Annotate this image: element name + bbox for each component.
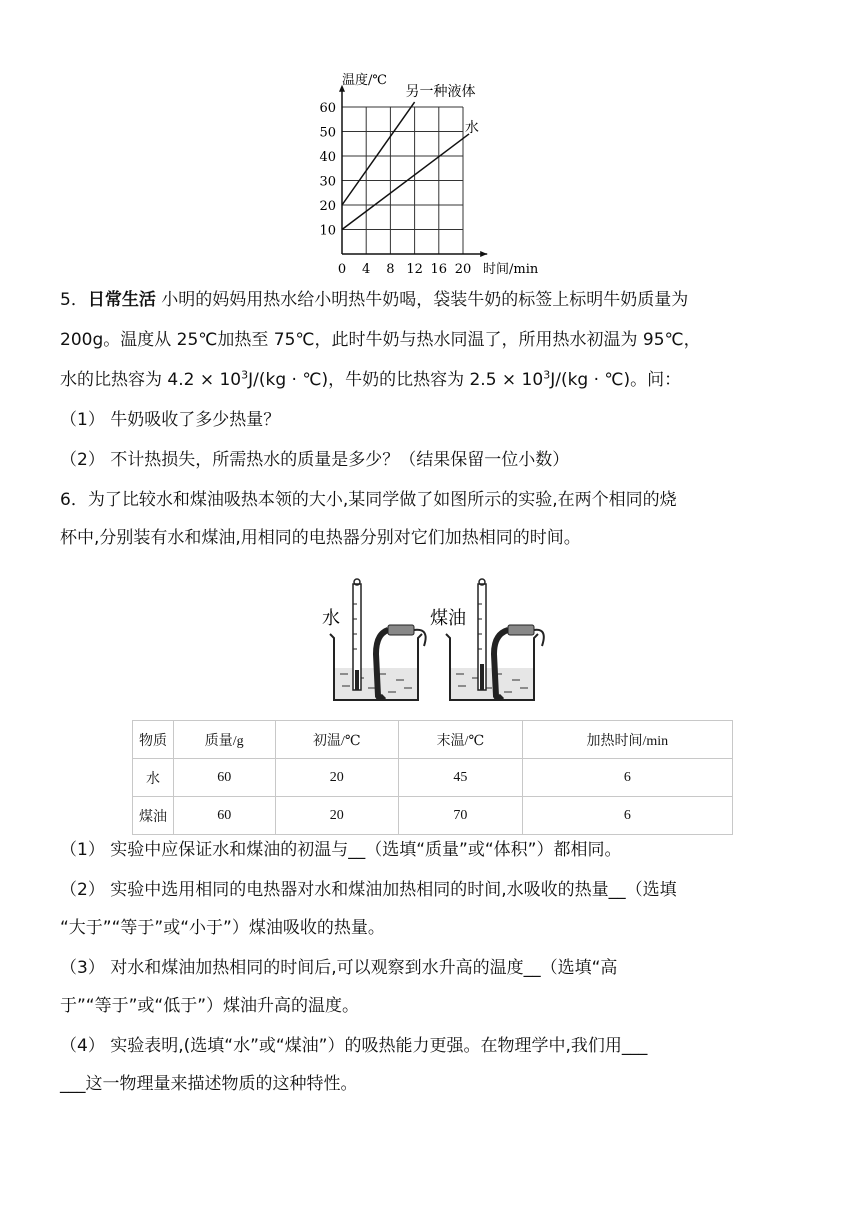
y-axis-label: 温度/℃	[342, 73, 387, 88]
table-cell: 6	[522, 797, 732, 835]
q6-sub3-line2: 于”“等于”或“低于”）煤油升高的温度。	[60, 996, 360, 1016]
table-row	[133, 797, 733, 835]
y-tick-label: 50	[319, 125, 336, 141]
table-cell: 45	[399, 759, 523, 797]
table-header: 初温/℃	[275, 721, 399, 759]
q6-line1: 6．为了比较水和煤油吸热本领的大小,某同学做了如图所示的实验,在两个相同的烧	[60, 490, 677, 510]
q5-sub2: （2） 不计热损失，所需热水的质量是多少？（结果保留一位小数）	[60, 450, 570, 470]
table-cell: 水	[133, 759, 174, 797]
y-tick-label: 20	[319, 199, 336, 214]
beaker-label-water: 水	[322, 608, 340, 629]
series-label-water: 水	[464, 119, 479, 136]
water-beaker	[322, 579, 426, 700]
chart-labels	[319, 72, 538, 277]
series-label-other-liquid: 另一种液体	[405, 84, 476, 101]
q6-line2: 杯中,分别装有水和煤油,用相同的电热器分别对它们加热相同的时间。	[60, 528, 581, 548]
q6-sub4-line2: ___这一物理量来描述物质的这种特性。	[60, 1074, 358, 1094]
q5-line2: 200g。温度从 25℃加热至 75℃，此时牛奶与热水同温了，所用热水初温为 95℃，	[60, 330, 701, 350]
table-cell: 60	[174, 759, 276, 797]
table-header: 加热时间/min	[522, 721, 732, 759]
x-tick-label: 4	[362, 262, 371, 277]
kerosene-beaker	[430, 579, 544, 700]
y-tick-label: 40	[319, 150, 336, 165]
chart-axes	[339, 85, 487, 257]
table-cell: 煤油	[133, 797, 174, 835]
experiment-table	[132, 720, 733, 835]
table-cell: 20	[275, 797, 399, 835]
y-tick-label: 30	[319, 174, 336, 190]
y-tick-label: 60	[319, 101, 336, 116]
chart-series	[342, 102, 469, 229]
table-cell: 20	[275, 759, 399, 797]
beakers-illustration	[318, 574, 548, 708]
beaker-label-kerosene: 煤油	[430, 608, 466, 629]
q6-sub3-line1: （3） 对水和煤油加热相同的时间后,可以观察到水升高的温度__（选填“高	[60, 958, 618, 978]
q5-line3: 水的比热容为 $4.2 \times 10^3J/(kg$ · ℃)，牛奶的比热容为 $2.5 \times 10^3J/(kg$ · ℃)。问：	[60, 368, 682, 390]
table-cell: 70	[399, 797, 523, 835]
q6-sub4-line1: （4） 实验表明,(选填“水”或“煤油”）的吸热能力更强。在物理学中,我们用___	[60, 1036, 648, 1056]
x-tick-label: 16	[430, 262, 448, 277]
x-axis-arrow	[480, 251, 487, 257]
x-tick-label: 12	[406, 262, 423, 277]
table-row	[133, 759, 733, 797]
q5-tag: 日常生活	[87, 290, 156, 310]
table-header: 末温/℃	[399, 721, 523, 759]
q5-line1: 5．日常生活 小明的妈妈用热水给小明热牛奶喝，袋装牛奶的标签上标明牛奶质量为	[60, 290, 689, 310]
q6-sub1: （1） 实验中应保证水和煤油的初温与__（选填“质量”或“体积”）都相同。	[60, 840, 622, 860]
table-header: 质量/g	[174, 721, 276, 759]
q6-sub2-line2: “大于”“等于”或“小于”）煤油吸收的热量。	[60, 918, 385, 938]
x-tick-label: 20	[454, 262, 472, 277]
series-line	[342, 134, 469, 230]
x-axis-label: 时间/min	[483, 262, 539, 277]
x-tick-label: 0	[337, 262, 347, 277]
table-cell: 6	[522, 759, 732, 797]
y-tick-label: 10	[319, 223, 336, 239]
table-cell: 60	[174, 797, 276, 835]
temperature-time-chart	[300, 66, 560, 278]
table-header: 物质	[133, 721, 174, 759]
table-header-row	[133, 721, 733, 759]
x-tick-label: 8	[386, 262, 395, 277]
series-line	[342, 102, 415, 205]
q5-sub1: （1） 牛奶吸收了多少热量？	[60, 410, 281, 430]
q6-sub2-line1: （2） 实验中选用相同的电热器对水和煤油加热相同的时间,水吸收的热量__（选填	[60, 880, 677, 900]
